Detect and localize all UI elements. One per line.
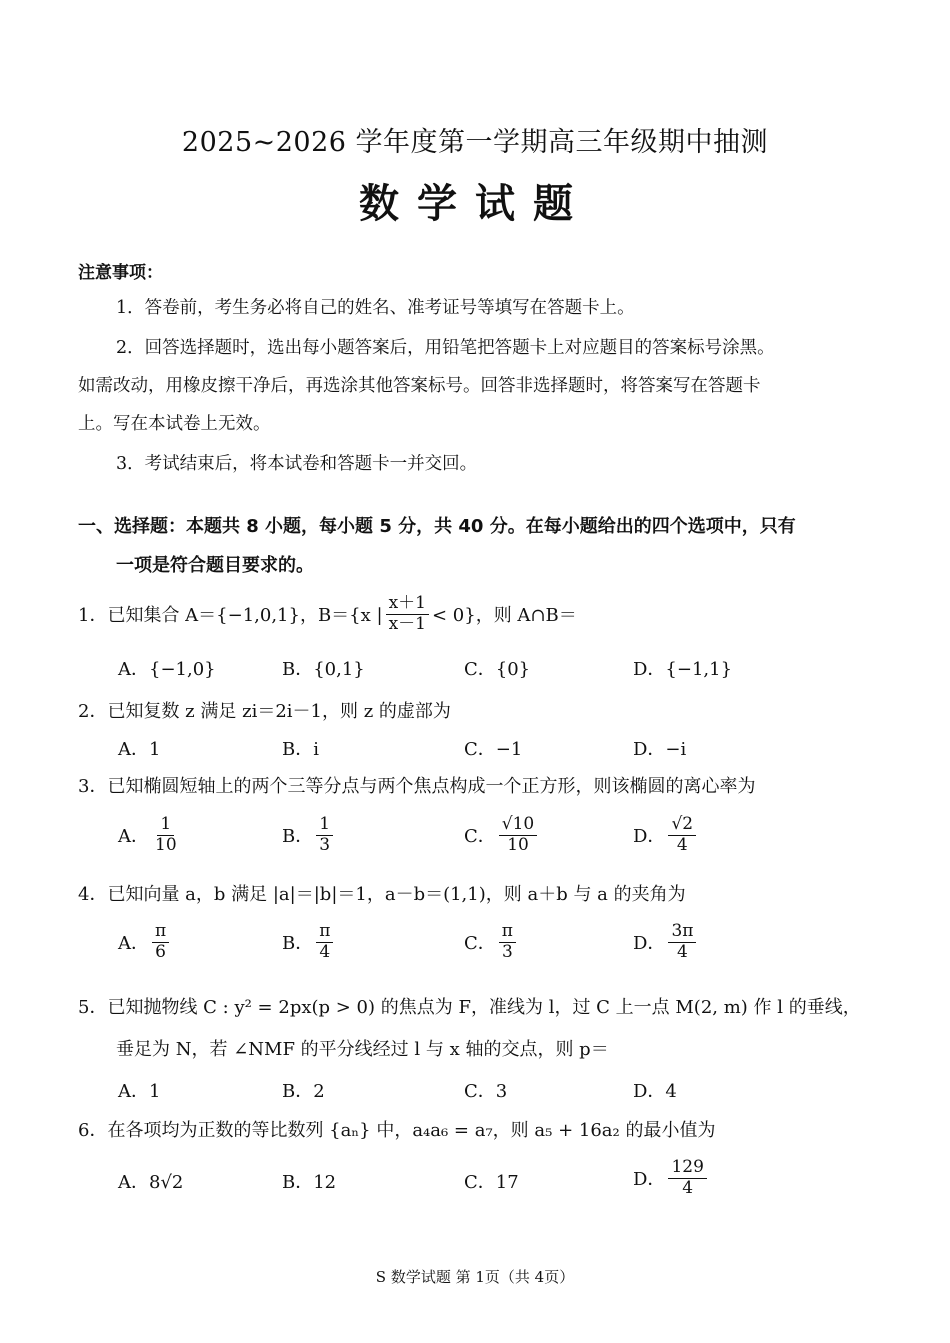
q1-option-c: C．{0} (464, 659, 531, 680)
q4-option-a (118, 922, 172, 962)
q1-option-a: A．{−1,0} (118, 659, 216, 680)
q6-option-a: A．8√2 (118, 1172, 184, 1193)
q3-option-d-frac (668, 815, 696, 855)
q3-option-b (282, 815, 336, 855)
q4-option-d-label: D． (633, 933, 666, 955)
notice-item-2-end: 上。写在本试卷上无效。 (78, 414, 271, 434)
q3-option-c-label: C． (464, 826, 496, 848)
q5-option-c: C．3 (464, 1081, 508, 1102)
notice-item-2-cont: 如需改动，用橡皮擦干净后，再选涂其他答案标号。回答非选择题时，将答案写在答题卡 (78, 376, 761, 396)
q4-option-d (633, 922, 699, 962)
q2-option-c: C．−1 (464, 739, 523, 760)
q4-option-a-frac (152, 922, 169, 962)
q4-option-d-den: 4 (677, 941, 688, 962)
q3-option-b-den: 3 (319, 834, 331, 855)
question-5-stem-cont: 垂足为 N，若 ∠NMF 的平分线经过 l 与 x 轴的交点，则 p＝ (116, 1039, 609, 1060)
q6-option-d-den: 4 (682, 1177, 694, 1198)
q5-option-d: D．4 (633, 1081, 677, 1102)
q4-option-c-den: 3 (501, 941, 513, 962)
q4-option-a-num: π (152, 922, 169, 943)
q4-option-d-frac (668, 922, 696, 962)
q5-option-a: A．1 (118, 1081, 161, 1102)
q4-option-d-num: 3π (668, 922, 696, 943)
q1-stem-part-b: < 0}，则 A∩B＝ (431, 605, 577, 627)
q1-option-d: D．{−1,1} (633, 659, 733, 680)
q5-option-b: B．2 (282, 1081, 325, 1102)
notice-item-3: 3．考试结束后，将本试卷和答题卡一并交回。 (116, 454, 478, 474)
section-heading: 一、选择题：本题共 8 小题，每小题 5 分，共 40 分。在每小题给出的四个选项中，只有 (78, 516, 796, 537)
notice-item-1: 1．答卷前，考生务必将自己的姓名、准考证号等填写在答题卡上。 (116, 298, 635, 318)
q3-option-c-num: √10 (499, 815, 537, 836)
q4-option-b (282, 922, 336, 962)
question-2-stem: 2．已知复数 z 满足 zi＝2i－1，则 z 的虚部为 (78, 701, 451, 722)
q3-option-d-den: 4 (676, 834, 688, 855)
q4-option-a-label: A． (118, 933, 149, 955)
q6-option-b: B．12 (282, 1172, 337, 1193)
q1-fraction (386, 594, 429, 634)
q1-frac-num: x＋1 (386, 594, 429, 615)
q3-option-a-label: A． (118, 826, 149, 848)
q4-option-c-label: C． (464, 933, 496, 955)
q3-option-c-frac (499, 815, 537, 855)
q4-option-c-num: π (499, 922, 516, 943)
subject-title: 数学试题 (359, 180, 591, 227)
section-heading-cont: 一项是符合题目要求的。 (116, 555, 314, 576)
q3-option-d (633, 815, 699, 855)
q4-option-b-num: π (316, 922, 333, 943)
q3-option-b-frac (316, 815, 333, 855)
q4-option-c (464, 922, 519, 962)
q3-option-b-num: 1 (316, 815, 333, 836)
question-5-stem: 5．已知抛物线 C : y² = 2px(p > 0) 的焦点为 F，准线为 l，过 C 上一点 M(2, m) 作 l 的垂线， (78, 997, 861, 1018)
q4-option-b-den: 4 (319, 941, 331, 962)
q3-option-a-num: 1 (157, 815, 174, 836)
q3-option-c (464, 815, 540, 855)
q3-option-a-den: 10 (155, 834, 177, 855)
question-4-stem: 4．已知向量 a，b 满足 |a|＝|b|＝1，a－b＝(1,1)，则 a＋b 与 a 的夹角为 (78, 884, 686, 905)
q3-option-d-label: D． (633, 826, 666, 848)
q6-option-d-frac (668, 1158, 706, 1198)
page-footer: S 数学试题 第 1页（共 4页） (375, 1268, 575, 1286)
q6-option-d (633, 1158, 710, 1198)
exam-title: 2025~2026 学年度第一学期高三年级期中抽测 (181, 127, 769, 158)
q3-option-a (118, 815, 183, 855)
q2-option-b: B．i (282, 739, 319, 760)
q6-option-c: C．17 (464, 1172, 519, 1193)
q1-frac-den: x－1 (388, 613, 426, 634)
notice-heading: 注意事项： (78, 263, 163, 283)
q6-option-d-label: D． (633, 1169, 666, 1191)
q2-option-d: D．−i (633, 739, 687, 760)
q3-option-d-num: √2 (668, 815, 696, 836)
q3-option-c-den: 10 (507, 834, 529, 855)
q3-option-b-label: B． (282, 826, 314, 848)
q1-option-b: B．{0,1} (282, 659, 365, 680)
q3-option-a-frac (152, 815, 180, 855)
q1-stem-part-a: 1．已知集合 A＝{−1,0,1}，B＝{x | (78, 605, 383, 627)
question-3-stem: 3．已知椭圆短轴上的两个三等分点与两个焦点构成一个正方形，则该椭圆的离心率为 (78, 776, 756, 797)
q4-option-a-den: 6 (155, 941, 166, 962)
q6-option-d-num: 129 (668, 1158, 706, 1179)
q4-option-b-label: B． (282, 933, 314, 955)
q4-option-c-frac (499, 922, 516, 962)
question-1-stem (78, 594, 577, 634)
q2-option-a: A．1 (118, 739, 161, 760)
question-6-stem: 6．在各项均为正数的等比数列 {aₙ} 中，a₄a₆ = a₇，则 a₅ + 16a₂ 的最小值为 (78, 1120, 716, 1141)
q4-option-b-frac (316, 922, 333, 962)
notice-item-2: 2．回答选择题时，选出每小题答案后，用铅笔把答题卡上对应题目的答案标号涂黑。 (116, 338, 775, 358)
